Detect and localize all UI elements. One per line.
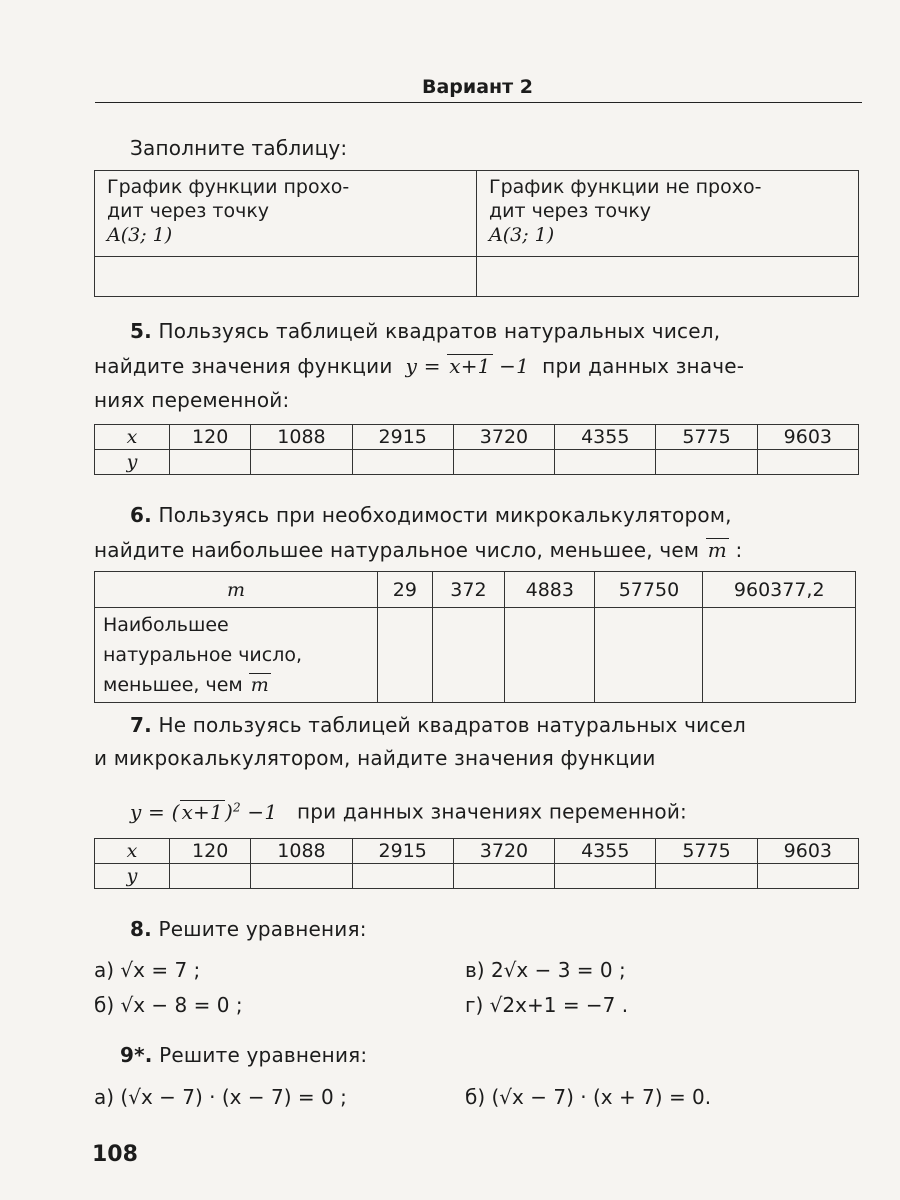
task5-line3: ниях переменной: bbox=[94, 388, 290, 412]
task6-m-value: 57750 bbox=[595, 572, 703, 608]
col2-point: A(3; 1) bbox=[489, 224, 555, 246]
task9-eq-a: а) (√x − 7) · (x − 7) = 0 ; bbox=[94, 1085, 347, 1109]
task4-instruction: Заполните таблицу: bbox=[130, 136, 348, 160]
task5-y-cell[interactable] bbox=[656, 450, 757, 475]
sqrt-sign: x+1 bbox=[449, 354, 491, 378]
task6-line2: найдите наибольшее натуральное число, меньшее, чем m : bbox=[94, 538, 743, 562]
task9-number: 9*. bbox=[120, 1043, 153, 1067]
variant-title: Вариант 2 bbox=[422, 76, 534, 98]
row-label-line2: натуральное число, bbox=[103, 644, 303, 666]
task8-eq-v: в) 2√x − 3 = 0 ; bbox=[465, 958, 626, 982]
task6-answer-cell[interactable] bbox=[432, 608, 504, 703]
row-label-text: меньшее, чем bbox=[103, 674, 243, 696]
task5-formula: y = x+1 −1 bbox=[399, 354, 536, 378]
task5-y-cell[interactable] bbox=[352, 450, 453, 475]
page-number: 108 bbox=[92, 1142, 138, 1167]
task5-x-value: 4355 bbox=[555, 425, 656, 450]
task5-text3: при данных значе- bbox=[542, 354, 745, 378]
task4-col1-header bbox=[95, 171, 477, 257]
task7-line3 bbox=[130, 792, 687, 827]
task6-answer-cell[interactable] bbox=[703, 608, 856, 703]
task5-x-value: 1088 bbox=[251, 425, 352, 450]
task7-y-cell[interactable] bbox=[555, 864, 656, 889]
task4-table bbox=[94, 170, 859, 297]
task7-x-value: 3720 bbox=[453, 839, 554, 864]
task7-x-value: 2915 bbox=[352, 839, 453, 864]
col1-line1: График функции прохо- bbox=[107, 176, 350, 198]
task7-x-value: 120 bbox=[170, 839, 251, 864]
task7-line2: и микрокалькулятором, найдите значения функции bbox=[94, 746, 656, 770]
task4-answer-cell-1[interactable] bbox=[95, 257, 477, 297]
task6-m-value: 29 bbox=[378, 572, 433, 608]
task6-text2: найдите наибольшее натуральное число, меньшее, чем bbox=[94, 538, 700, 562]
task6-m-value: 372 bbox=[432, 572, 504, 608]
task8-number: 8. bbox=[130, 917, 152, 941]
task7-text3: при данных значениях переменной: bbox=[296, 799, 687, 824]
row-label-line1: Наибольшее bbox=[103, 614, 229, 636]
task5-x-value: 3720 bbox=[453, 425, 554, 450]
task4-answer-cell-2[interactable] bbox=[477, 257, 859, 297]
task7-y-cell[interactable] bbox=[352, 864, 453, 889]
task6-answer-cell[interactable] bbox=[505, 608, 595, 703]
task6-sqrt-m: m bbox=[707, 538, 727, 562]
task5-number: 5. bbox=[130, 319, 152, 343]
task5-x-value: 2915 bbox=[352, 425, 453, 450]
task6-answer-cell[interactable] bbox=[378, 608, 433, 703]
task6-text1: Пользуясь при необходимости микрокалькулятором, bbox=[158, 503, 732, 527]
task6-m-label: m bbox=[95, 572, 378, 608]
task5-text1: Пользуясь таблицей квадратов натуральных чисел, bbox=[158, 319, 721, 343]
task4-col2-header bbox=[477, 171, 859, 257]
task6-m-value: 960377,2 bbox=[703, 572, 856, 608]
col1-point: A(3; 1) bbox=[107, 224, 173, 246]
task7-y-label: y bbox=[95, 864, 170, 889]
task7-line1 bbox=[130, 710, 746, 740]
task7-table bbox=[94, 838, 859, 889]
task7-x-value: 1088 bbox=[251, 839, 352, 864]
col1-line2: дит через точку bbox=[107, 200, 270, 222]
task9-eq-b: б) (√x − 7) · (x + 7) = 0. bbox=[465, 1085, 712, 1109]
task5-table bbox=[94, 424, 859, 475]
task7-x-value: 5775 bbox=[656, 839, 757, 864]
task6-row-label bbox=[95, 608, 378, 703]
task7-x-value: 9603 bbox=[757, 839, 858, 864]
task5-line2 bbox=[94, 351, 744, 381]
col2-line1: График функции не прохо- bbox=[489, 176, 762, 198]
row-label-line3: меньшее, чем m bbox=[103, 674, 269, 696]
task6-answer-cell[interactable] bbox=[595, 608, 703, 703]
task8-eq-a: а) √x = 7 ; bbox=[94, 958, 201, 982]
task7-text1: Не пользуясь таблицей квадратов натуральных чисел bbox=[158, 713, 747, 737]
task5-x-value: 5775 bbox=[656, 425, 757, 450]
task5-y-label: y bbox=[95, 450, 170, 475]
task7-x-label: x bbox=[95, 839, 170, 864]
col2-line2: дит через точку bbox=[489, 200, 652, 222]
task5-y-cell[interactable] bbox=[555, 450, 656, 475]
task5-y-cell[interactable] bbox=[757, 450, 858, 475]
task7-y-cell[interactable] bbox=[757, 864, 858, 889]
task5-x-label: x bbox=[95, 425, 170, 450]
task5-y-cell[interactable] bbox=[453, 450, 554, 475]
task9-title: Решите уравнения: bbox=[159, 1043, 368, 1067]
task5-x-value: 120 bbox=[170, 425, 251, 450]
task5-line1 bbox=[130, 316, 720, 346]
task7-x-value: 4355 bbox=[555, 839, 656, 864]
task8-title: Решите уравнения: bbox=[158, 917, 367, 941]
task7-formula: y = ( x+1 )$^2$ −1 bbox=[130, 799, 291, 824]
task8-eq-g: г) √2x+1 = −7 . bbox=[465, 993, 629, 1017]
task5-text2: найдите значения функции bbox=[94, 354, 393, 378]
task6-table bbox=[94, 571, 856, 703]
task8-eq-b: б) √x − 8 = 0 ; bbox=[94, 993, 243, 1017]
task7-y-cell[interactable] bbox=[453, 864, 554, 889]
task7-y-cell[interactable] bbox=[251, 864, 352, 889]
page-header bbox=[95, 72, 862, 103]
task5-x-value: 9603 bbox=[757, 425, 858, 450]
task5-y-cell[interactable] bbox=[170, 450, 251, 475]
task6-number: 6. bbox=[130, 503, 152, 527]
task9-heading bbox=[120, 1040, 367, 1070]
task7-y-cell[interactable] bbox=[656, 864, 757, 889]
task7-y-cell[interactable] bbox=[170, 864, 251, 889]
task6-m-value: 4883 bbox=[505, 572, 595, 608]
task5-y-cell[interactable] bbox=[251, 450, 352, 475]
task8-heading bbox=[130, 914, 367, 944]
task6-line1 bbox=[130, 500, 732, 530]
task7-number: 7. bbox=[130, 713, 152, 737]
